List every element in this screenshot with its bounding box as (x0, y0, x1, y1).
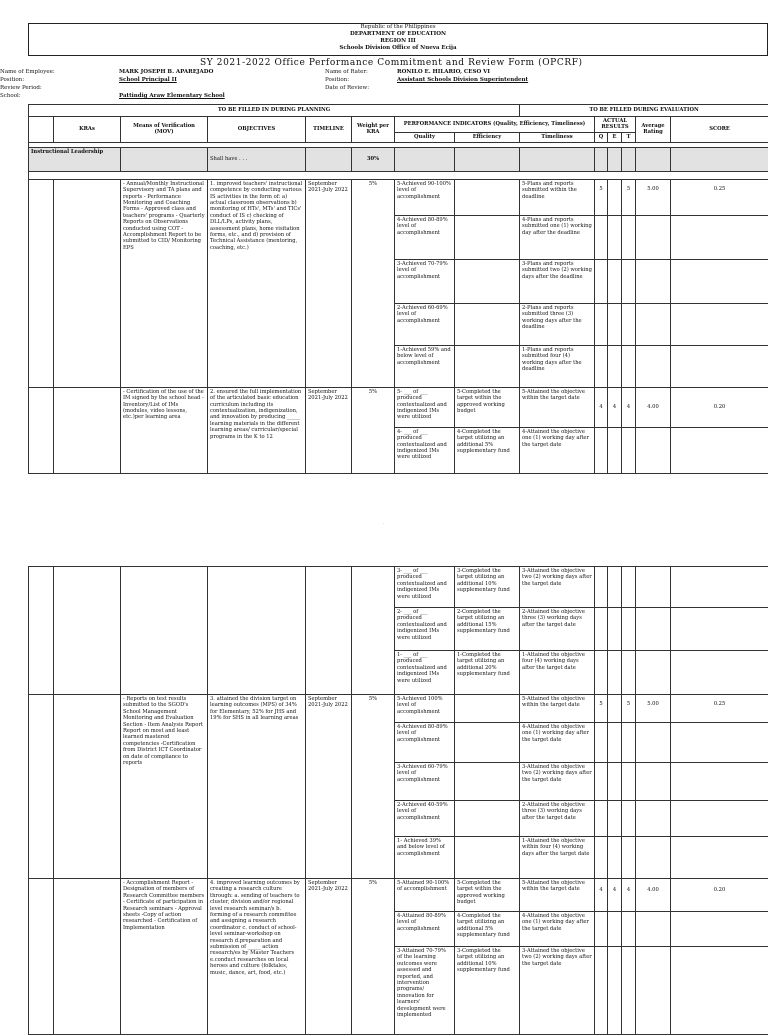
timeliness-indicator: 2-Plans and reports submitted three (3) working days after the deadline (520, 303, 595, 345)
average-rating: 4.00 (636, 879, 671, 912)
kra-row (29, 147, 768, 171)
score: 0.20 (671, 387, 768, 427)
quality-indicator: 3-Achieved 70-79% level of accomplishment (395, 259, 455, 303)
efficiency-indicator: 1-Completed the target utilizing an additional 20% supplementary fund (455, 651, 520, 695)
efficiency-indicator: 3-Completed the target utilizing an additional 10% supplementary fund (455, 567, 520, 608)
quality-indicator: 3- ___ of ___ produced contextualized and indigenized IMs were utilized (395, 567, 455, 608)
col-score: SCORE (671, 117, 768, 143)
average-rating: 5.00 (636, 695, 671, 723)
timeliness-indicator: 4-Attained the objective one (1) working day after the target date (520, 912, 595, 947)
quality-indicator: 1- ___ of ___ produced contextualized and indigenized IMs were utilized (395, 651, 455, 695)
review-period-label: Review Period: (0, 84, 55, 92)
timeliness-indicator: 3-Attained the objective two (2) working days after the target date (520, 567, 595, 608)
col-e: E (608, 132, 622, 142)
objective-cell: 3. attained the division target on learning outcomes (MPS) of 34% for Elementary, 52% for JHS and 19% for SHS in all learning areas (208, 695, 306, 879)
division-line: Schools Division Office of Nueva Ecija (29, 45, 767, 52)
mov-cell: - Reports on test results submitted to the SGOD's School Management Monitoring and Evaluation Section - Item Analysis Report Report on most and least learned mastered competencies -Certification from District ICT Coordinator on date of compliance to reports (121, 695, 208, 879)
col-indicators: PERFORMANCE INDICATORS (Quality, Efficiency, Timeliness) (395, 117, 595, 133)
col-kras: KRAs (54, 117, 121, 143)
table-row (29, 567, 768, 608)
col-average: Average Rating (636, 117, 671, 143)
rating-q: 5 (595, 179, 608, 215)
kra-objective: Shall have . . . (208, 147, 306, 171)
efficiency-indicator: 4-Completed the target utilizing an additional 5% supplementary fund (455, 912, 520, 947)
efficiency-indicator: 5-Completed the target within the approved working budget (455, 879, 520, 912)
timeliness-indicator: 1-Attained the objective four (4) working days after the target date (520, 651, 595, 695)
quality-indicator: 1-Achieved 59% and below level of accomplishment (395, 345, 455, 387)
school-name: Pattindig Araw Elementary School (119, 92, 225, 100)
table-row (29, 879, 768, 912)
objective-cell: 4. improved learning outcomes by creating a research culture through: a. sending of teachers to cluster, division and/or regional level research seminar/s b. forming of a research committee and assigning a research coordinator c. conduct of school-level seminar-workshop on research d.preparation and submission of _____ action research/es by Master Teachers e.conduct researches on local heroes and culture (folktales, music, dance, art, food, etc.) (208, 879, 306, 1035)
timeliness-indicator: 4-Attained the objective one (1) working day after the target date (520, 427, 595, 473)
republic-line: Republic of the Philippines (29, 24, 767, 31)
form-title: SY 2021-2022 Office Performance Commitment and Review Form (OPCRF) (200, 58, 760, 68)
timeliness-indicator: 1-Plans and reports submitted four (4) working days after the deadline (520, 345, 595, 387)
evaluation-section-header: TO BE FILLED DURING EVALUATION (520, 105, 768, 117)
rating-t: 4 (622, 387, 636, 427)
table-row (29, 387, 768, 427)
objective-cell: 2. ensured the full implementation of the articulated basic education curriculum including its contextualization, indigenization, and innovation by producing _____ learning materials in the different learning areas/ curricular/special programs in the K to 12 (208, 387, 306, 473)
timeliness-indicator: 3-Attained the objective two (2) working days after the target date (520, 947, 595, 1035)
employee-name: MARK JOSEPH B. APAREJADO (119, 68, 225, 76)
rater-position-label: Position: (325, 76, 369, 84)
timeliness-indicator: 5-Attained the objective within the target date (520, 695, 595, 723)
rating-t: 5 (622, 695, 636, 723)
rater-name-label: Name of Rater: (325, 68, 369, 76)
quality-indicator: 4-Achieved 80-89% level of accomplishment (395, 723, 455, 763)
table-row (29, 695, 768, 723)
score: 0.20 (671, 879, 768, 912)
rating-e: 4 (608, 879, 622, 912)
col-weight: Weight per KRA (352, 117, 395, 143)
timeline-cell: September 2021-July 2022 (306, 879, 352, 1035)
school-label: School: (0, 92, 55, 100)
timeliness-indicator: 5-Plans and reports submitted within the deadline (520, 179, 595, 215)
efficiency-indicator: 3-Completed the target utilizing an additional 10% supplementary fund (455, 947, 520, 1035)
table-row (29, 179, 768, 215)
average-rating: 5.00 (636, 179, 671, 215)
quality-indicator: 5-Achieved 90-100% level of accomplishment (395, 179, 455, 215)
weight-cell: 5% (352, 879, 395, 1035)
quality-indicator: 3-Achieved 60-79% level of accomplishment (395, 763, 455, 801)
quality-indicator: 5-Achieved 100% level of accomplishment (395, 695, 455, 723)
timeliness-indicator: 1-Attained the objective within four (4) working days after the target date (520, 837, 595, 879)
mov-cell: - Annual/Monthly Instructional Supervisory and TA plans and reports - Performance Monitoring and Coaching Forms - Approved class and teachers' programs - Quarterly Reports on Observations conducted using COT - Accomplishment Report to be submitted to CID/ Monitoring EPS (121, 179, 208, 387)
employee-position-label: Position: (0, 76, 55, 84)
rating-e: 4 (608, 387, 622, 427)
rater-name: RONILO E. HILARIO, CESO VI (397, 68, 528, 76)
letterhead (28, 23, 768, 56)
timeliness-indicator: 3-Plans and reports submitted two (2) working days after the deadline (520, 259, 595, 303)
employee-position: School Principal II (119, 76, 225, 84)
efficiency-indicator: 5-Completed the target within the approved working budget (455, 387, 520, 427)
rater-labels (325, 68, 369, 92)
rating-t: 5 (622, 179, 636, 215)
col-objectives: OBJECTIVES (208, 117, 306, 143)
timeliness-indicator: 4-Plans and reports submitted one (1) working day after the deadline (520, 215, 595, 259)
timeliness-indicator: 5-Attained the objective within the target date (520, 879, 595, 912)
quality-indicator: 4-Achieved 80-89% level of accomplishment (395, 215, 455, 259)
col-timeliness: Timeliness (520, 132, 595, 142)
weight-cell: 5% (352, 387, 395, 473)
objective-cell: 1. improved teachers' instructional competence by conducting various IS activities in the form of: a) actual classroom observations b) monitoring of HTs', MTs' and TICs' conduct of IS c) checking of DLL/LPs, activity plans, assessment plans, home visitation forms, etc., and d) provision of Technical Assistance (mentoring, coaching, etc.) (208, 179, 306, 387)
timeliness-indicator: 5-Attained the objective within the target date (520, 387, 595, 427)
employee-labels (0, 68, 55, 100)
quality-indicator: 2- ___ of ___ produced contextualized and indigenized IMs were utilized (395, 608, 455, 651)
col-q: Q (595, 132, 608, 142)
rating-q: 5 (595, 695, 608, 723)
score: 0.25 (671, 695, 768, 723)
quality-indicator: 5-Attained 90-100% of accomplishment (395, 879, 455, 912)
rating-e (608, 179, 622, 215)
rating-q: 4 (595, 879, 608, 912)
timeliness-indicator: 2-Attained the objective three (3) working days after the target date (520, 608, 595, 651)
rater-values (397, 68, 528, 84)
timeline-cell: September 2021-July 2022 (306, 695, 352, 879)
rating-t: 4 (622, 879, 636, 912)
opcrf-table-bottom (28, 566, 768, 1035)
rater-position: Assistant Schools Division Superintendent (397, 76, 528, 84)
quality-indicator: 3-Attained 70-79% of the learning outcomes were assessed and reported, and intervention programs/ innovation for learners' development were implemented (395, 947, 455, 1035)
kra-name: Instructional Leadership (29, 147, 121, 171)
quality-indicator: 1- Achieved 39% and below level of accomplishment (395, 837, 455, 879)
timeliness-indicator: 2-Attained the objective three (3) working days after the target date (520, 801, 595, 837)
page-break-mark: · (383, 521, 385, 527)
opcrf-table-top (28, 104, 768, 474)
review-date-label: Date of Review: (325, 84, 369, 92)
timeliness-indicator: 4-Attained the objective one (1) working day after the target date (520, 723, 595, 763)
col-mov: Means of Verification (MOV) (121, 117, 208, 143)
mov-cell: - Certification of the use of the IM signed by the school head - Inventory/List of IMs (modules, video lessons, etc.)per learning area (121, 387, 208, 473)
mov-cell: - Accomplishment Report - Designation of members of Research Committee members - Certificate of participation in Research seminars - Approval sheets -Copy of action researched - Certification of Implementation (121, 879, 208, 1035)
planning-section-header: TO BE FILLED IN DURING PLANNING (29, 105, 520, 117)
rating-e (608, 695, 622, 723)
timeline-cell: September 2021-July 2022 (306, 387, 352, 473)
average-rating: 4.00 (636, 387, 671, 427)
quality-indicator: 4- ___ of ___ produced contextualized and indigenized IMs were utilized (395, 427, 455, 473)
col-actual-results: ACTUAL RESULTS (595, 117, 636, 133)
col-efficiency: Efficiency (455, 132, 520, 142)
timeline-cell: September 2021-July 2022 (306, 179, 352, 387)
employee-values (119, 68, 225, 100)
timeliness-indicator: 3-Attained the objective two (2) working days after the target date (520, 763, 595, 801)
weight-cell: 5% (352, 179, 395, 387)
quality-indicator: 4-Attained 80-89% level of accomplishment (395, 912, 455, 947)
employee-name-label: Name of Employee: (0, 68, 55, 76)
col-timeline: TIMELINE (306, 117, 352, 143)
quality-indicator: 2-Achieved 60-69% level of accomplishment (395, 303, 455, 345)
quality-indicator: 2-Achieved 40-59% level of accomplishment (395, 801, 455, 837)
score: 0.25 (671, 179, 768, 215)
efficiency-indicator: 2-Completed the target utilizing an additional 15% supplementary fund (455, 608, 520, 651)
region-line: REGION III (29, 38, 767, 45)
col-t: T (622, 132, 636, 142)
efficiency-indicator: 4-Completed the target utilizing an additional 5% supplementary fund (455, 427, 520, 473)
col-quality: Quality (395, 132, 455, 142)
quality-indicator: 5- ___ of ___ produced contextualized and indigenized IMs were utilized (395, 387, 455, 427)
weight-cell: 5% (352, 695, 395, 879)
kra-weight: 30% (352, 147, 395, 171)
rating-q: 4 (595, 387, 608, 427)
department-line: DEPARTMENT OF EDUCATION (29, 31, 767, 38)
